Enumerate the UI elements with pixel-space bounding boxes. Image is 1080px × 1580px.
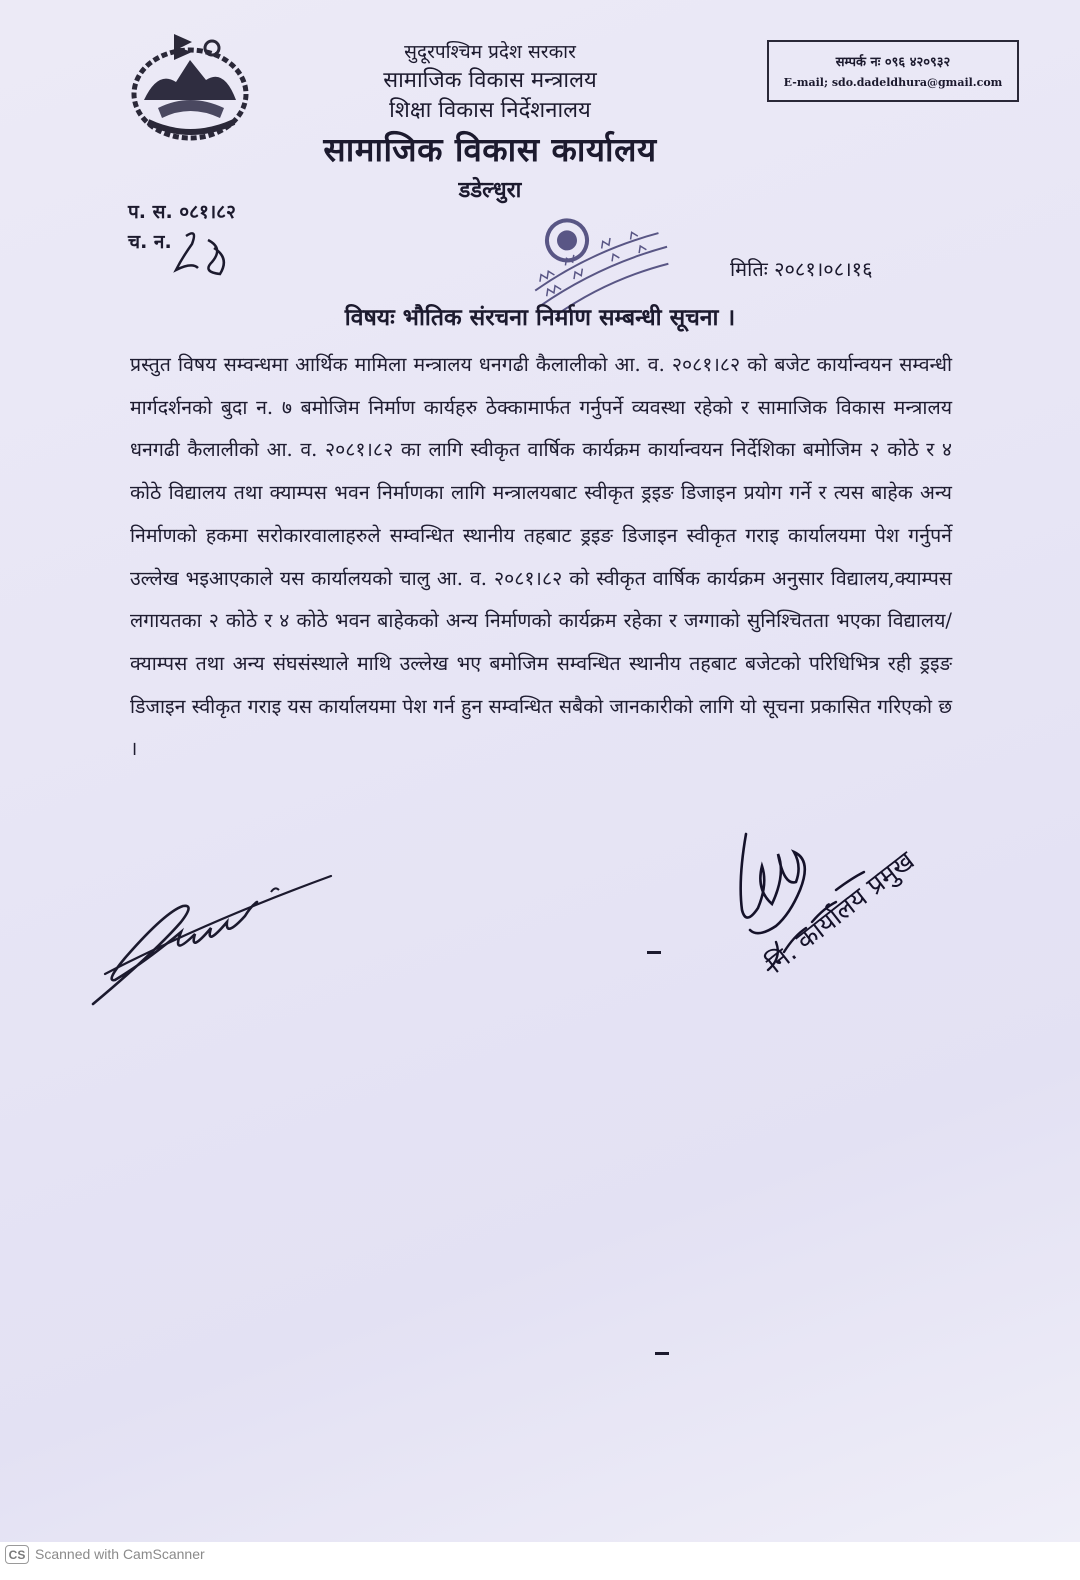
notice-body: प्रस्तुत विषय सम्वन्धमा आर्थिक मामिला मन्त्रालय धनगढी कैलालीको आ. व. २०८१।८२ को बजेट कार्यान्वयन सम्वन्धी मार्गदर्शनको बुदा न. ७ बमोजिम निर्माण कार्यहरु ठेक्कामार्फत गर्नुपर्ने व्यवस्था रहेको र सामाजिक विकास मन्त्रालय धनगढी कैलालीको आ. व. २०८१।८२ का लागि स्वीकृत वार्षिक कार्यक्रम कार्यान्वयन निर्देशिका बमोजिम २ कोठे र ४ कोठे विद्यालय तथा क्याम्पस भवन निर्माणका लागि मन्त्रालयबाट स्वीकृत ड्रइङ डिजाइन प्रयोग गर्ने र त्यस बाहेक अन्य निर्माणको हकमा सरोकारवालाहरुले सम्वन्धित स्थानीय तहबाट ड्रइङ डिजाइन स्वीकृत गराइ कार्यालयमा पेश गर्नुपर्ने उल्लेख भइआएकाले यस कार्यालयको चालु आ. व. २०८१।८२ को स्वीकृत वार्षिक कार्यक्रम अनुसार विद्यालय,क्याम्पस लगायतका २ कोठे र ४ कोठे भवन बाहेकको अन्य निर्माणको कार्यक्रम रहेका र जग्गाको सुनिश्चितता भएका विद्यालय/क्याम्पस तथा अन्य संघसंस्थाले माथि उल्लेख भए बमोजिम सम्वन्धित स्थानीय तहबाट बजेटको परिधिभित्र रही ड्रइङ डिजाइन स्वीकृत गराइ यस कार्यालयमा पेश गर्न हुन सम्वन्धित सबैको जानकारीको लागि यो सूचना प्रकासित गरिएको छ । (130, 353, 952, 761)
office-stamp-icon (506, 200, 686, 315)
reference-cn: च. न. (128, 231, 172, 253)
handwritten-number-icon (168, 218, 238, 288)
header-province: सुदूरपश्चिम प्रदेश सरकार (404, 41, 576, 63)
contact-phone: सम्पर्क नः ०९६ ४२०९३२ (835, 55, 951, 70)
notice-subject: विषयः भौतिक संरचना निर्माण सम्बन्धी सूचना । (344, 305, 736, 331)
notice-date: मितिः २०८१।०८।१६ (730, 257, 873, 281)
contact-email: E-mail; sdo.dadeldhura@gmail.com (783, 76, 1003, 89)
scan-mark (647, 951, 661, 954)
camscanner-logo-icon: CS (5, 1545, 29, 1564)
header-directorate: शिक्षा विकास निर्देशनालय (389, 98, 591, 123)
header-office-title: सामाजिक विकास कार्यालय (323, 130, 657, 169)
office-head-designation: नि. कार्यालय प्रमुख (761, 845, 921, 980)
contact-box (767, 40, 1019, 102)
scanner-footer (0, 1542, 1080, 1580)
nepal-emblem-icon (128, 30, 258, 142)
reference-ps: प. स. ०८१।८२ (128, 201, 236, 223)
scanner-watermark-text: Scanned with CamScanner (35, 1546, 205, 1562)
left-signature-icon (85, 862, 345, 1022)
scan-mark (655, 1352, 669, 1355)
header-district: डडेल्धुरा (458, 178, 522, 203)
header-ministry: सामाजिक विकास मन्त्रालय (383, 68, 597, 93)
